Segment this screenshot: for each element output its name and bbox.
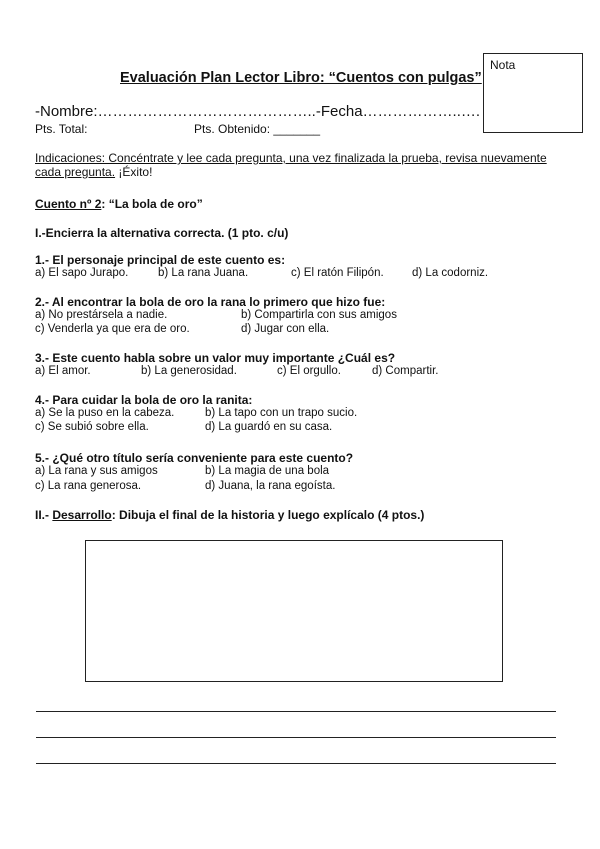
q4-option-b[interactable]: b) La tapo con un trapo sucio. [205, 407, 358, 419]
q5-option-d[interactable]: d) Juana, la rana egoísta. [205, 480, 336, 492]
q2-option-c[interactable]: c) Venderla ya que era de oro. [35, 323, 190, 335]
q2-option-a[interactable]: a) No prestársela a nadie. [35, 309, 168, 321]
question-1: 1.- El personaje principal de este cuento es: [35, 253, 286, 267]
q1-option-d[interactable]: d) La codorniz. [412, 267, 489, 279]
q3-option-b[interactable]: b) La generosidad. [141, 365, 237, 377]
question-3: 3.- Este cuento habla sobre un valor muy importante ¿Cuál es? [35, 351, 396, 365]
grade-label: Nota [490, 58, 516, 72]
instructions [35, 151, 565, 179]
q3-option-a[interactable]: a) El amor. [35, 365, 91, 377]
section-2-text: : Dibuja el final de la historia y luego explícalo (4 ptos.) [111, 508, 425, 522]
q2-option-b[interactable]: b) Compartirla con sus amigos [241, 309, 397, 321]
q3-option-c[interactable]: c) El orgullo. [277, 365, 341, 377]
q1-option-a[interactable]: a) El sapo Jurapo. [35, 267, 129, 279]
obtained-points-field[interactable]: Pts. Obtenido: _______ [194, 122, 321, 136]
q2-option-d[interactable]: d) Jugar con ella. [241, 323, 330, 335]
q1-option-c[interactable]: c) El ratón Filipón. [291, 267, 384, 279]
instructions-cheer: ¡Éxito! [115, 165, 153, 179]
story-label: Cuento nº 2 [35, 197, 102, 211]
q1-option-b[interactable]: b) La rana Juana. [158, 267, 249, 279]
drawing-box[interactable] [85, 540, 503, 682]
section-2-heading [35, 508, 424, 522]
grade-box[interactable] [483, 53, 583, 133]
section-1-heading: I.-Encierra la alternativa correcta. (1 pto. c/u) [35, 226, 289, 240]
section-2-label: Desarrollo [52, 508, 112, 522]
question-5: 5.- ¿Qué otro título sería conveniente para este cuento? [35, 451, 354, 465]
q4-option-c[interactable]: c) Se subió sobre ella. [35, 421, 149, 433]
question-2: 2.- Al encontrar la bola de oro la rana lo primero que hizo fue: [35, 295, 386, 309]
total-points-label: Pts. Total: [35, 122, 88, 136]
q4-option-d[interactable]: d) La guardó en su casa. [205, 421, 333, 433]
answer-line-1[interactable] [36, 711, 556, 712]
answer-line-3[interactable] [36, 763, 556, 764]
story-name: : “La bola de oro” [101, 197, 203, 211]
story-title [35, 197, 203, 211]
answer-line-2[interactable] [36, 737, 556, 738]
q5-option-c[interactable]: c) La rana generosa. [35, 480, 142, 492]
q4-option-a[interactable]: a) Se la puso en la cabeza. [35, 407, 175, 419]
name-date-field[interactable]: -Nombre:……………………………………..-Fecha………………..…. [35, 103, 481, 120]
q3-option-d[interactable]: d) Compartir. [372, 365, 439, 377]
page-title: Evaluación Plan Lector Libro: “Cuentos con pulgas” [120, 70, 482, 86]
instructions-text: Indicaciones: Concéntrate y lee cada pregunta, una vez finalizada la prueba, revisa nuevamente cada pregunta. [35, 151, 547, 179]
section-2-prefix: II.- [35, 508, 53, 522]
question-4: 4.- Para cuidar la bola de oro la ranita: [35, 393, 253, 407]
q5-option-a[interactable]: a) La rana y sus amigos [35, 465, 158, 477]
q5-option-b[interactable]: b) La magia de una bola [205, 465, 330, 477]
